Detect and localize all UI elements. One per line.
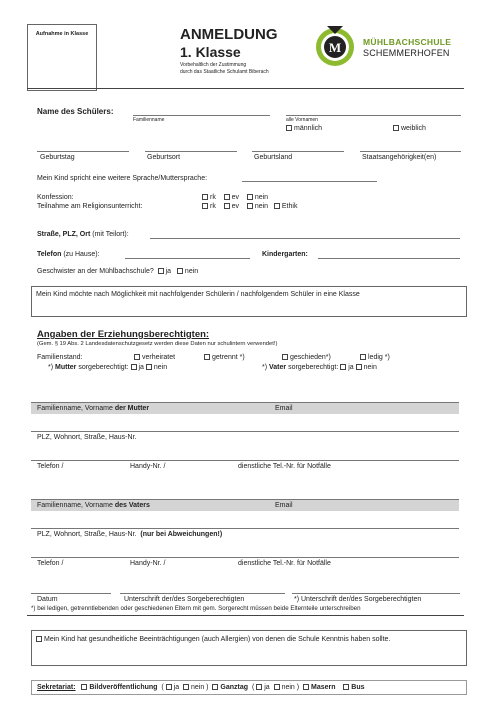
mutter-sorge-pre: *) (48, 364, 55, 371)
bild-nein-label: nein (190, 684, 205, 691)
weiblich-checkbox[interactable] (393, 125, 399, 131)
vater-nein-label: nein (363, 364, 377, 371)
mutter-ja-checkbox[interactable] (131, 364, 137, 370)
religion-label: Teilnahme am Religionsunterricht: (37, 203, 143, 210)
geburtstag-field[interactable] (37, 151, 129, 152)
mutter-sorge-post: sorgeberechtigt: (76, 364, 129, 371)
verheiratet-checkbox[interactable] (134, 354, 140, 360)
konfession-label: Konfession: (37, 194, 74, 201)
konf-nein-checkbox[interactable] (247, 194, 253, 200)
konf-nein-label: nein (254, 194, 269, 201)
geschieden-label: geschieden*) (290, 354, 331, 361)
ganztag-label: Ganztag (220, 684, 249, 691)
strasse-bold: Straße, PLZ, Ort (37, 231, 91, 238)
bus-checkbox[interactable] (343, 684, 349, 690)
vater-ja-label: ja (348, 364, 354, 371)
unterschrift1-caption: Unterschrift der/des Sorgeberechtigten (124, 596, 245, 603)
strasse-label (37, 231, 129, 238)
footnote: *) bei ledigen, getrenntlebenden oder geschiedenen Eltern mit gem. Sorgerecht müssen beide Elternteile unterschreiben (31, 605, 361, 612)
mutter-name-pre: Familienname, Vorname (37, 405, 115, 412)
strasse-normal: (mit Teilort): (90, 231, 129, 238)
vater-telefon-field[interactable] (31, 557, 459, 558)
vater-nein-checkbox[interactable] (356, 364, 362, 370)
vater-plz-text: PLZ, Wohnort, Straße, Haus-Nr. (37, 531, 137, 538)
vater-name-pre: Familienname, Vorname (37, 502, 115, 509)
geschwister-nein-label: nein (184, 268, 199, 275)
student-name-label: Name des Schülers: (37, 107, 114, 116)
konfession-options (202, 194, 268, 201)
vater-name-bold: des Vaters (114, 502, 150, 509)
mutter-bold: Mutter (55, 364, 77, 371)
rel-rk-checkbox[interactable] (202, 203, 208, 209)
strasse-field[interactable] (150, 238, 460, 239)
footnote-divider (27, 615, 464, 616)
kindergarten-label: Kindergarten: (262, 251, 308, 258)
schulamt-note: durch das Staatliche Schulamt Biberach (180, 69, 269, 75)
getrennt-checkbox[interactable] (204, 354, 210, 360)
geschwister-text: Geschwister an der Mühlbachschule? (37, 268, 154, 275)
maennlich-checkbox[interactable] (286, 125, 292, 131)
rel-ethik-checkbox[interactable] (274, 203, 280, 209)
ganztag-ja-label: ja (264, 684, 270, 691)
vater-dienstlich-caption: dienstliche Tel.-Nr. für Notfälle (238, 560, 331, 567)
telefon-normal: (zu Hause): (61, 251, 100, 258)
rel-nein-label: nein (254, 203, 269, 210)
ganztag-ja-checkbox[interactable] (256, 684, 262, 690)
klassenwunsch-text: Mein Kind möchte nach Möglichkeit mit nachfolgender Schülerin / nachfolgendem Schüler in eine Klasse (36, 291, 360, 298)
mutter-telefon-field[interactable] (31, 460, 459, 461)
kindergarten-field[interactable] (318, 258, 460, 259)
mutter-plz-caption: PLZ, Wohnort, Straße, Haus-Nr. (37, 434, 137, 441)
telefon-field[interactable] (125, 258, 250, 259)
vater-sorge (262, 364, 377, 371)
ledig-option[interactable] (360, 354, 390, 361)
rel-ev-checkbox[interactable] (224, 203, 230, 209)
mutter-name-field[interactable] (31, 402, 459, 403)
konf-ev-checkbox[interactable] (224, 194, 230, 200)
sekretariat-label: Sekretariat: (37, 684, 76, 691)
aufnahme-label: Aufnahme in Klasse (35, 31, 89, 37)
weiblich-label: weiblich (401, 125, 426, 132)
verheiratet-option[interactable] (134, 354, 175, 361)
page-title: ANMELDUNG (180, 26, 278, 43)
health-checkbox[interactable] (36, 636, 42, 642)
mutter-dienstlich-caption: dienstliche Tel.-Nr. für Notfälle (238, 463, 331, 470)
bild-ja-checkbox[interactable] (166, 684, 172, 690)
school-name-1: MÜHLBACHSCHULE (363, 37, 452, 47)
geschieden-checkbox[interactable] (282, 354, 288, 360)
vornamen-field[interactable] (286, 115, 461, 116)
religion-options (202, 203, 297, 210)
vater-plz-caption (37, 531, 222, 538)
ganztag-close: ) (296, 684, 300, 691)
telefon-label (37, 251, 100, 258)
ganztag-nein-label: nein (281, 684, 295, 691)
geschwister-nein-checkbox[interactable] (177, 268, 183, 274)
geburtsort-field[interactable] (145, 151, 237, 152)
abweichung-note: (nur bei Abweichungen!) (140, 531, 223, 538)
vater-name-caption (37, 502, 150, 509)
vornamen-caption: alle Vornamen (286, 117, 318, 123)
ganztag-nein-checkbox[interactable] (274, 684, 280, 690)
sprache-field[interactable] (242, 181, 377, 182)
konf-rk-checkbox[interactable] (202, 194, 208, 200)
unterschrift1-field[interactable] (120, 593, 285, 594)
vater-bold: Vater (269, 364, 287, 371)
familienname-caption: Familienname (133, 117, 165, 123)
school-logo-icon (312, 22, 358, 68)
rel-ethik-label: Ethik (281, 203, 298, 210)
zustimmung-note: Vorbehaltlich der Zustimmung (180, 62, 247, 68)
geschwister-ja-checkbox[interactable] (158, 268, 164, 274)
health-text: Mein Kind hat gesundheitliche Beeinträchtigungen (auch Allergien) von denen die Schule Kenntnis haben sollte. (44, 636, 391, 643)
datum-field[interactable] (31, 593, 111, 594)
rel-rk-label: rk (210, 203, 216, 210)
geschieden-option[interactable] (282, 354, 331, 361)
unterschrift2-caption: *) Unterschrift der/des Sorgeberechtigten (294, 596, 422, 603)
konf-rk-label: rk (210, 194, 216, 201)
mutter-nein-checkbox[interactable] (146, 364, 152, 370)
mutter-handy-caption: Handy-Nr. / (130, 463, 166, 470)
mutter-ja-label: ja (138, 364, 144, 371)
bild-close: ) (206, 684, 209, 691)
geburtsort-caption: Geburtsort (147, 154, 181, 161)
masern-label: Masern (311, 684, 336, 691)
parents-heading: Angaben der Erziehungsberechtigten: (37, 329, 210, 340)
sprache-label: Mein Kind spricht eine weitere Sprache/Muttersprache: (37, 175, 208, 182)
school-logo (312, 22, 358, 68)
vater-sorge-pre: *) (262, 364, 269, 371)
datenschutz-note: (Gem. § 19 Abs. 2 Landesdatenschutzgesetz werden diese Daten nur schulintern verwendet!) (37, 341, 278, 347)
ganztag-checkbox[interactable] (212, 684, 218, 690)
maennlich-option[interactable] (286, 125, 322, 132)
maennlich-label: männlich (294, 125, 323, 132)
mutter-name-caption (37, 405, 149, 412)
mutter-plz-field[interactable] (31, 431, 459, 432)
mutter-nein-label: nein (153, 364, 168, 371)
familienname-field[interactable] (133, 115, 270, 116)
vater-ja-checkbox[interactable] (340, 364, 346, 370)
bild-ja-label: ja (173, 684, 180, 691)
weiblich-option[interactable] (393, 125, 426, 132)
geburtsland-caption: Geburtsland (254, 154, 293, 161)
ledig-checkbox[interactable] (360, 354, 366, 360)
datum-caption: Datum (37, 596, 58, 603)
vater-email-caption: Email (275, 502, 293, 509)
unterschrift2-field[interactable] (292, 593, 460, 594)
vater-plz-field[interactable] (31, 528, 459, 529)
ganztag-open: ( (251, 684, 255, 691)
mutter-name-bold: der Mutter (114, 405, 150, 412)
page-subtitle: 1. Klasse (180, 44, 241, 60)
familienstand-label: Familienstand: (37, 354, 83, 361)
mutter-telefon-caption: Telefon / (37, 463, 64, 470)
header-divider (27, 88, 464, 89)
vater-telefon-caption: Telefon / (37, 560, 64, 567)
geschwister-label (37, 268, 198, 275)
telefon-bold: Telefon (37, 251, 62, 258)
svg-text:M: M (328, 40, 342, 55)
staatsang-field[interactable] (360, 151, 461, 152)
vater-name-field[interactable] (31, 499, 459, 500)
geburtstag-caption: Geburtstag (40, 154, 75, 161)
health-statement (36, 636, 390, 643)
mutter-sorge (48, 364, 167, 371)
getrennt-label: getrennt *) (212, 354, 245, 361)
ledig-label: ledig *) (368, 354, 390, 361)
bild-open: ( (161, 684, 164, 691)
konf-ev-label: ev (231, 194, 240, 201)
mutter-email-caption: Email (275, 405, 293, 412)
geburtsland-field[interactable] (252, 151, 344, 152)
verheiratet-label: verheiratet (142, 354, 176, 361)
school-name-2: SCHEMMERHOFEN (363, 48, 450, 58)
rel-nein-checkbox[interactable] (247, 203, 253, 209)
getrennt-option[interactable] (204, 354, 245, 361)
bus-label: Bus (351, 684, 365, 691)
vater-sorge-post: sorgeberechtigt: (286, 364, 339, 371)
bild-nein-checkbox[interactable] (183, 684, 189, 690)
bild-checkbox[interactable] (81, 684, 87, 690)
rel-ev-label: ev (231, 203, 240, 210)
vater-handy-caption: Handy-Nr. / (130, 560, 166, 567)
bild-label: Bildveröffentlichung (89, 684, 158, 691)
staatsang-caption: Staatsangehörigkeit(en) (362, 154, 437, 161)
geschwister-ja-label: ja (165, 268, 172, 275)
sekretariat-row (37, 684, 365, 691)
masern-checkbox[interactable] (303, 684, 309, 690)
